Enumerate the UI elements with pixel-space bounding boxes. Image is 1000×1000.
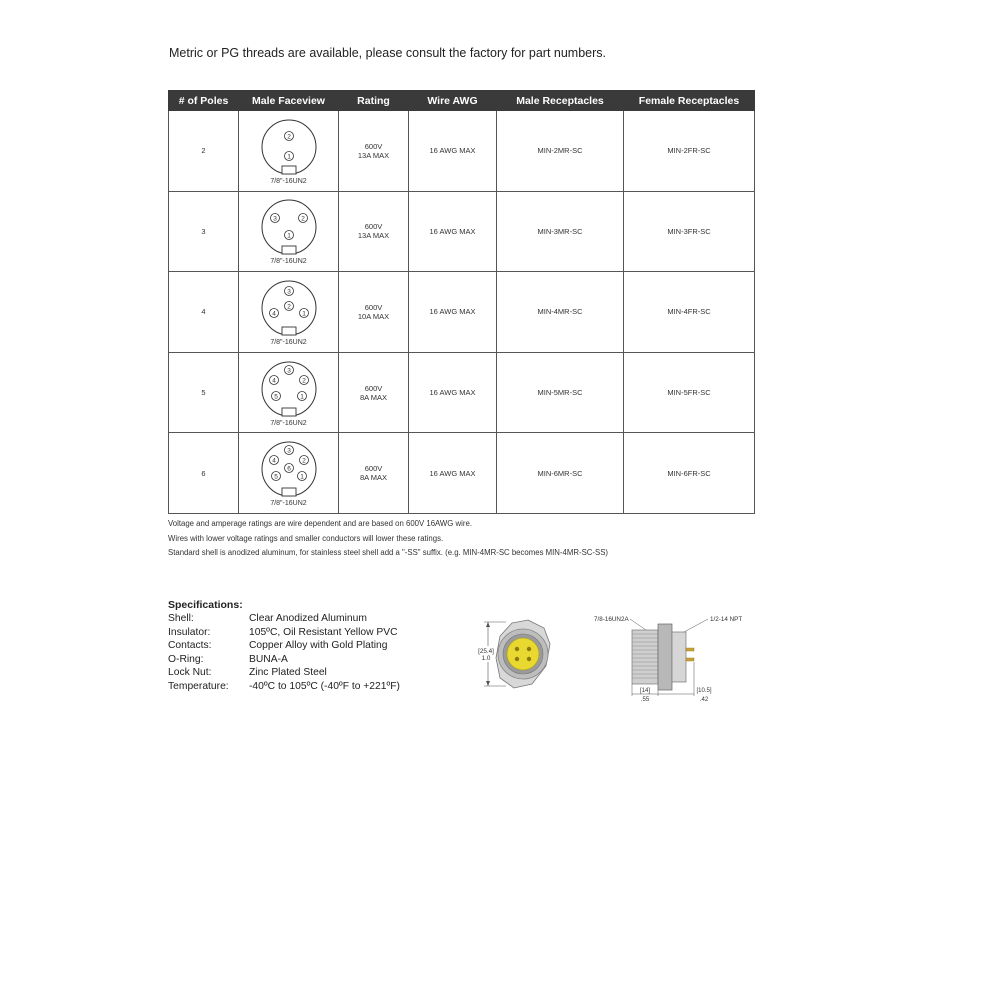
spec-row — [168, 626, 400, 640]
spec-label: Insulator: — [168, 626, 211, 638]
spec-value: Clear Anodized Aluminum — [249, 613, 367, 625]
female-part-number: MIN-2FR-SC — [624, 111, 755, 192]
svg-text:3: 3 — [286, 447, 291, 455]
side-thread-right: 1/2-14 NPT — [710, 616, 743, 623]
spec-value: Zinc Plated Steel — [249, 667, 327, 679]
receptacle-side-view-drawing — [590, 610, 760, 705]
table-notes — [168, 517, 608, 561]
thread-label: 7/8"-16UN2 — [270, 419, 307, 427]
svg-text:6: 6 — [286, 465, 291, 473]
faceview-cell — [239, 191, 339, 272]
rating-cell — [339, 111, 409, 192]
faceview-5pin-icon — [260, 358, 318, 420]
spec-label: Lock Nut: — [168, 667, 212, 679]
svg-text:4: 4 — [271, 457, 276, 465]
faceview-cell — [239, 111, 339, 192]
side-dim2-mm: [10.5] — [696, 688, 712, 694]
header-wire-awg: Wire AWG — [409, 91, 497, 111]
header-poles: # of Poles — [169, 91, 239, 111]
receptacle-front-view-drawing — [476, 614, 556, 696]
male-part-number: MIN-2MR-SC — [497, 111, 624, 192]
svg-text:1: 1 — [286, 153, 291, 161]
table-row — [169, 433, 755, 514]
wire-awg: 16 AWG MAX — [409, 433, 497, 514]
faceview-6pin-icon — [260, 438, 318, 500]
front-dim-in: 1.0 — [481, 655, 491, 662]
male-part-number: MIN-3MR-SC — [497, 191, 624, 272]
faceview-cell — [239, 433, 339, 514]
faceview-cell — [239, 352, 339, 433]
spec-value: BUNA-A — [249, 653, 288, 665]
table-header-row — [169, 91, 755, 111]
faceview-3pin-icon — [260, 196, 318, 258]
rating-amperage: 10A MAX — [357, 311, 390, 321]
male-part-number: MIN-6MR-SC — [497, 433, 624, 514]
intro-text: Metric or PG threads are available, please consult the factory for part numbers. — [169, 46, 607, 60]
receptacle-table — [168, 90, 755, 514]
poles-count: 5 — [169, 352, 239, 433]
female-part-number: MIN-4FR-SC — [624, 272, 755, 353]
header-male-receptacles: Male Receptacles — [497, 91, 624, 111]
spec-label: Contacts: — [168, 640, 212, 652]
spec-label: Temperature: — [168, 680, 229, 692]
female-part-number: MIN-5FR-SC — [624, 352, 755, 433]
rating-voltage: 600V — [364, 383, 383, 393]
svg-text:4: 4 — [271, 377, 276, 385]
front-dim-mm: [25.4] — [478, 648, 494, 655]
svg-text:2: 2 — [301, 377, 306, 385]
svg-text:5: 5 — [273, 393, 278, 401]
side-thread-left: 7/8-16UN2A — [594, 616, 629, 623]
poles-count: 4 — [169, 272, 239, 353]
male-part-number: MIN-4MR-SC — [497, 272, 624, 353]
rating-cell — [339, 352, 409, 433]
thread-label: 7/8"-16UN2 — [270, 500, 307, 508]
rating-amperage: 13A MAX — [357, 150, 390, 160]
male-part-number: MIN-5MR-SC — [497, 352, 624, 433]
faceview-2pin-icon — [260, 116, 318, 178]
table-row — [169, 111, 755, 192]
spec-label: Shell: — [168, 613, 194, 625]
svg-text:1: 1 — [286, 232, 291, 240]
header-female-receptacles: Female Receptacles — [624, 91, 755, 111]
specs-title: Specifications: — [168, 599, 243, 611]
table-row — [169, 272, 755, 353]
faceview-4pin-icon — [260, 277, 318, 339]
svg-text:5: 5 — [273, 473, 278, 481]
svg-text:3: 3 — [286, 367, 291, 375]
specifications — [168, 599, 400, 693]
note-line: Voltage and amperage ratings are wire dependent and are based on 600V 16AWG wire. — [168, 519, 472, 528]
thread-label: 7/8"-16UN2 — [270, 177, 307, 185]
svg-text:1: 1 — [299, 393, 304, 401]
svg-text:3: 3 — [286, 288, 291, 296]
wire-awg: 16 AWG MAX — [409, 272, 497, 353]
note-line: Standard shell is anodized aluminum, for stainless steel shell add a "-SS" suffix. (e.g. MIN-4MR-SC becomes MIN-4MR-SC-SS) — [168, 548, 609, 557]
rating-voltage: 600V — [364, 141, 383, 151]
spec-row — [168, 639, 400, 653]
svg-text:2: 2 — [286, 303, 291, 311]
side-dim1-mm: [14] — [639, 688, 651, 694]
table-row — [169, 352, 755, 433]
rating-voltage: 600V — [364, 302, 383, 312]
spec-row — [168, 612, 400, 626]
note-line: Wires with lower voltage ratings and smaller conductors will lower these ratings. — [168, 533, 444, 543]
rating-amperage: 8A MAX — [359, 392, 388, 402]
rating-voltage: 600V — [364, 222, 383, 232]
svg-text:3: 3 — [272, 215, 277, 223]
rating-amperage: 8A MAX — [359, 473, 388, 483]
rating-cell — [339, 433, 409, 514]
female-part-number: MIN-6FR-SC — [624, 433, 755, 514]
svg-text:2: 2 — [301, 457, 306, 465]
rating-voltage: 600V — [364, 464, 383, 474]
wire-awg: 16 AWG MAX — [409, 352, 497, 433]
faceview-cell — [239, 272, 339, 353]
svg-text:4: 4 — [271, 310, 276, 318]
wire-awg: 16 AWG MAX — [409, 191, 497, 272]
svg-text:1: 1 — [299, 473, 304, 481]
header-rating: Rating — [339, 91, 409, 111]
insulator-icon — [507, 638, 539, 670]
svg-text:2: 2 — [286, 133, 291, 141]
poles-count: 2 — [169, 111, 239, 192]
female-part-number: MIN-3FR-SC — [624, 191, 755, 272]
table-row — [169, 191, 755, 272]
spec-label: O-Ring: — [168, 653, 204, 665]
rating-cell — [339, 191, 409, 272]
thread-label: 7/8"-16UN2 — [270, 338, 307, 346]
thread-label: 7/8"-16UN2 — [270, 258, 307, 266]
spec-row — [168, 653, 400, 667]
svg-text:2: 2 — [300, 215, 305, 223]
poles-count: 3 — [169, 191, 239, 272]
side-dim1-in: .55 — [640, 697, 650, 703]
spec-value: 105ºC, Oil Resistant Yellow PVC — [249, 626, 398, 638]
spec-row — [168, 680, 400, 694]
rating-amperage: 13A MAX — [357, 231, 390, 241]
spec-value: Copper Alloy with Gold Plating — [249, 640, 388, 652]
spec-value: -40ºC to 105ºC (-40ºF to +221ºF) — [249, 680, 400, 692]
side-dim2-in: .42 — [699, 697, 709, 703]
header-faceview: Male Faceview — [239, 91, 339, 111]
poles-count: 6 — [169, 433, 239, 514]
rating-cell — [339, 272, 409, 353]
wire-awg: 16 AWG MAX — [409, 111, 497, 192]
svg-text:1: 1 — [301, 310, 306, 318]
spec-row — [168, 666, 400, 680]
